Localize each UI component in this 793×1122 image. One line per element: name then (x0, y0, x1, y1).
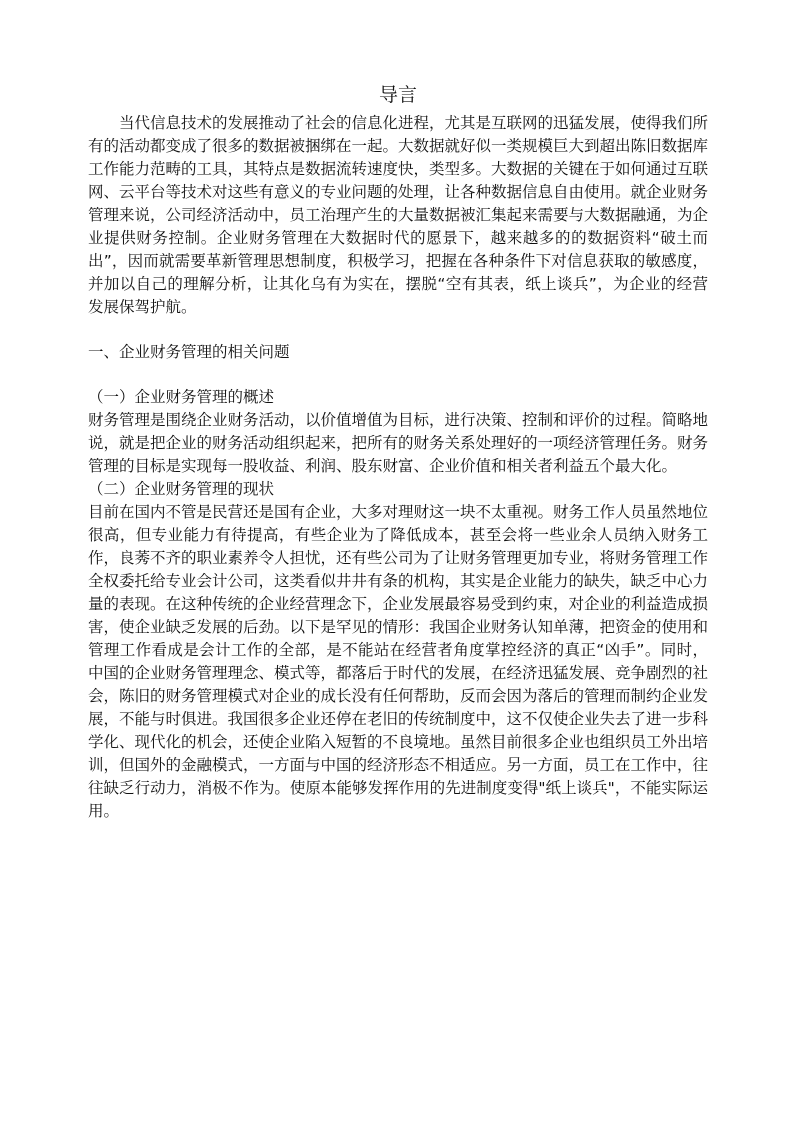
section-heading: 一、企业财务管理的相关问题 (88, 343, 290, 361)
subsection-heading-status: （二）企业财务管理的现状 (88, 480, 275, 498)
overview-paragraph: 财务管理是围绕企业财务活动，以价值增值为目标，进行决策、控制和评价的过程。简略地说，就是把企业的财务活动组织起来，把所有的财务关系处理好的一项经济管理任务。财务管理的目标是实现每一股收益、利润、股东财富、企业价值和相关者利益五个最大化。 (88, 411, 709, 475)
subsection-heading-overview: （一）企业财务管理的概述 (88, 388, 275, 406)
status-paragraph: 目前在国内不管是民营还是国有企业，大多对理财这一块不太重视。财务工作人员虽然地位很高，但专业能力有待提高，有些企业为了降低成本，甚至会将一些业余人员纳入财务工作，良莠不齐的职业素养令人担忧，还有些公司为了让财务管理更加专业，将财务管理工作全权委托给专业会计公司，这类看似井井有条的机构，其实是企业能力的缺失，缺乏中心力量的表现。在这种传统的企业经营理念下，企业发展最容易受到约束，对企业的利益造成损害，使企业缺乏发展的后劲。以下是罕见的情形：我国企业财务认知单薄，把资金的使用和管理工作看成是会计工作的全部，是不能站在经营者角度掌控经济的真正“凶手”。同时，中国的企业财务管理理念、模式等，都落后于时代的发展，在经济迅猛发展、竞争剧烈的社会，陈旧的财务管理模式对企业的成长没有任何帮助，反而会因为落后的管理而制约企业发展，不能与时俱进。我国很多企业还停在老旧的传统制度中，这不仅使企业失去了进一步科学化、现代化的机会，还使企业陷入短暂的不良境地。虽然目前很多企业也组织员工外出培训，但国外的金融模式，一方面与中国的经济形态不相适应。另一方面，员工在工作中，往往缺乏行动力，消极不作为。使原本能够发挥作用的先进制度变得"纸上谈兵"，不能实际运用。 (88, 503, 709, 820)
document-page (88, 82, 708, 823)
page-title: 导言 (378, 84, 417, 106)
intro-paragraph: 当代信息技术的发展推动了社会的信息化进程，尤其是互联网的迅猛发展，使得我们所有的活动都变成了很多的数据被捆绑在一起。大数据就好似一类规模巨大到超出陈旧数据库工作能力范畴的工具，其特点是数据流转速度快，类型多。大数据的关键在于如何通过互联网、云平台等技术对这些有意义的专业问题的处理，让各种数据信息自由使用。就企业财务管理来说，公司经济活动中，员工治理产生的大量数据被汇集起来需要与大数据融通，为企业提供财务控制。企业财务管理在大数据时代的愿景下，越来越多的的数据资料“破土而出”，因而就需要革新管理思想制度，积极学习，把握在各种条件下对信息获取的敏感度，并加以自己的理解分析，让其化乌有为实在，摆脱“空有其表，纸上谈兵”，为企业的经营发展保驾护航。 (88, 114, 709, 316)
